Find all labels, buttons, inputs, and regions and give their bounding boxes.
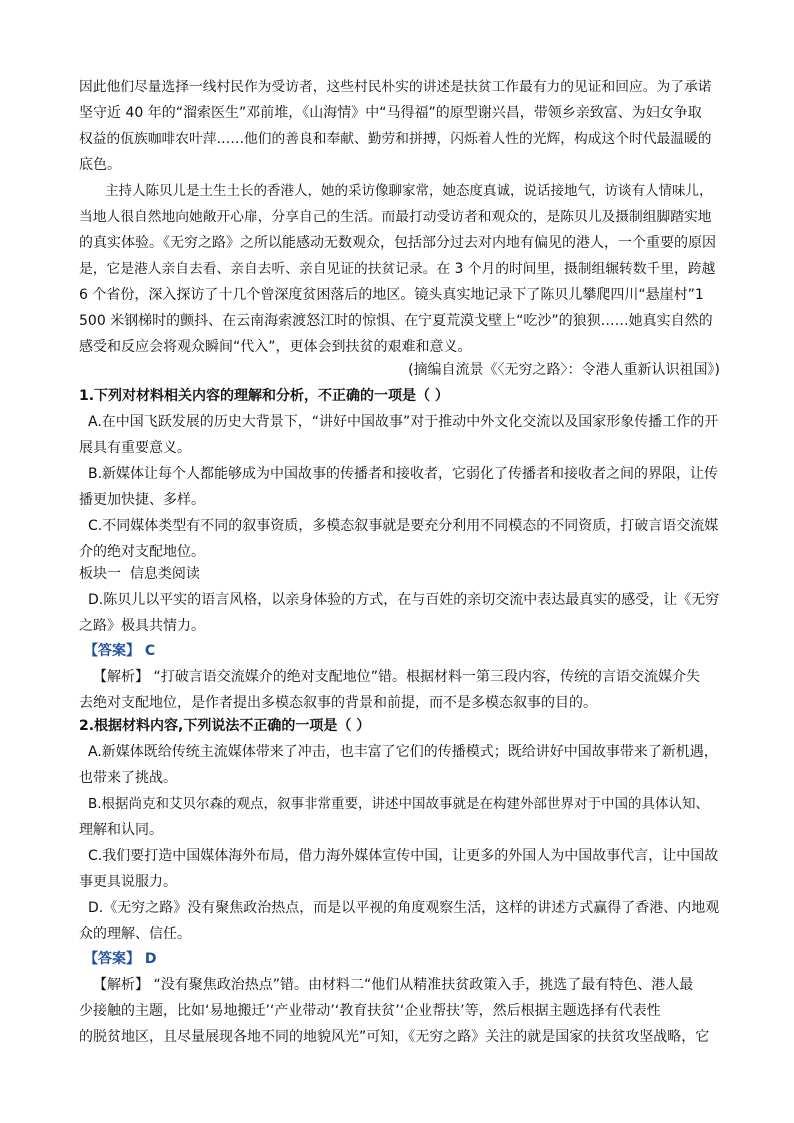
option-a-cont: 展具有重要意义。: [79, 440, 191, 456]
option-b: B.根据尚克和艾贝尔森的观点，叙事非常重要，讲述中国故事就是在构建外部世界对于中国的具体认知、: [88, 796, 710, 812]
question-1-stem: 1.下列对材料相关内容的理解和分析，不正确的一项是（ ）: [79, 388, 449, 404]
option-d: D.《无穷之路》没有聚焦政治热点，而是以平视的角度观察生活，这样的讲述方式赢得了香港、内地观: [88, 900, 720, 916]
option-c-cont: 介的绝对支配地位。: [79, 544, 205, 560]
option-d: D.陈贝儿以平实的语言风格，以亲身体验的方式，在与百姓的亲切交流中表达最真实的感受，让《无穷: [88, 592, 720, 608]
analysis-1-cont: 去绝对支配地位，是作者提出多模态叙事的背景和前提，而不是多模态叙事的目的。: [79, 695, 597, 711]
body-line: 底色。: [79, 157, 121, 173]
option-b: B.新媒体让每个人都能够成为中国故事的传播者和接收者，它弱化了传播者和接收者之间的界限，让传: [88, 466, 719, 482]
option-d-cont: 之路》极具共情力。: [79, 618, 205, 634]
option-c-cont: 事更具说服力。: [79, 874, 177, 890]
option-b-cont: 播更加快捷、多样。: [79, 492, 205, 508]
option-b-cont: 理解和认同。: [79, 822, 163, 838]
body-line: 坚守近 40 年的“溜索医生”邓前堆，《山海情》中“马得福”的原型谢兴昌，带领乡亲致富、为妇女争取: [79, 105, 702, 121]
body-line: 的真实体验。《无穷之路》之所以能感动无数观众，包括部分过去对内地有偏见的港人，一个重要的原因: [79, 235, 716, 251]
option-c: C.我们要打造中国媒体海外布局，借力海外媒体宣传中国，让更多的外国人为中国故事代言，让中国故: [88, 848, 719, 864]
option-d-cont: 众的理解、信任。: [79, 926, 191, 942]
analysis-2: 【解析】 “没有聚焦政治热点”错。由材料二“他们从精准扶贫政策入手，挑选了最有特色、港人最: [93, 977, 694, 993]
option-a: A.新媒体既给传统主流媒体带来了冲击，也丰富了它们的传播模式；既给讲好中国故事带来了新机遇，: [88, 744, 718, 760]
body-line: 当地人很自然地向她敞开心扉，分享自己的生活。而最打动受访者和观众的，是陈贝儿及摄制组脚踏实地: [79, 209, 712, 225]
option-c: C.不同媒体类型有不同的叙事资质，多模态叙事就是要充分利用不同模态的不同资质，打破言语交流媒: [88, 518, 719, 534]
body-line: 主持人陈贝儿是土生土长的香港人，她的采访像聊家常，她态度真诚，说话接地气，访谈有人情味儿，: [105, 183, 713, 199]
option-a-cont: 也带来了挑战。: [79, 770, 177, 786]
analysis-1: 【解析】 “打破言语交流媒介的绝对支配地位”错。根据材料一第三段内容，传统的言语交流媒介失: [93, 669, 700, 685]
body-line: 是，它是港人亲自去看、亲自去听、亲自见证的扶贫记录。在 3 个月的时间里，摄制组辗转数千里，跨越: [79, 261, 716, 277]
analysis-2-cont: 的脱贫地区，且尽量展现各地不同的地貌风光”可知，《无穷之路》关注的就是国家的扶贫攻坚战略，它: [79, 1029, 710, 1045]
body-line: 感受和反应会将观众瞬间“代入”，更体会到扶贫的艰难和意义。: [79, 339, 472, 355]
body-line: 权益的佤族咖啡农叶萍……他们的善良和奉献、勤劳和拼搏，闪烁着人性的光辉，构成这个时代最温暖的: [79, 131, 712, 147]
body-line: 因此他们尽量选择一线村民作为受访者，这些村民朴实的讲述是扶贫工作最有力的见证和回应。为了承诺: [79, 79, 712, 95]
analysis-2-cont: 少接触的主题，比如‘易地搬迁’‘产业带动’‘教育扶贫’‘企业帮扶’等，然后根据主题选择有代表性: [79, 1003, 661, 1019]
option-a: A.在中国飞跃发展的历史大背景下，“讲好中国故事”对于推动中外文化交流以及国家形象传播工作的开: [88, 414, 719, 430]
body-line: 500 米钢梯时的颤抖、在云南海索渡怒江时的惊惧、在宁夏荒漠戈壁上“吃沙”的狼狈……她真实自然的: [79, 313, 713, 329]
answer-2: 【答案】 D: [84, 951, 157, 967]
source-citation: (摘编自流景《〈无穷之路〉：令港人重新认识祖国》): [408, 362, 720, 378]
section-label: 板块一 信息类阅读: [79, 566, 200, 582]
question-2-stem: 2.根据材料内容,下列说法不正确的一项是（ ）: [79, 718, 371, 734]
body-line: 6 个省份，深入探访了十几个曾深度贫困落后的地区。镜头真实地记录下了陈贝儿攀爬四川“悬崖村”1: [79, 287, 704, 303]
answer-1: 【答案】 C: [84, 643, 156, 659]
